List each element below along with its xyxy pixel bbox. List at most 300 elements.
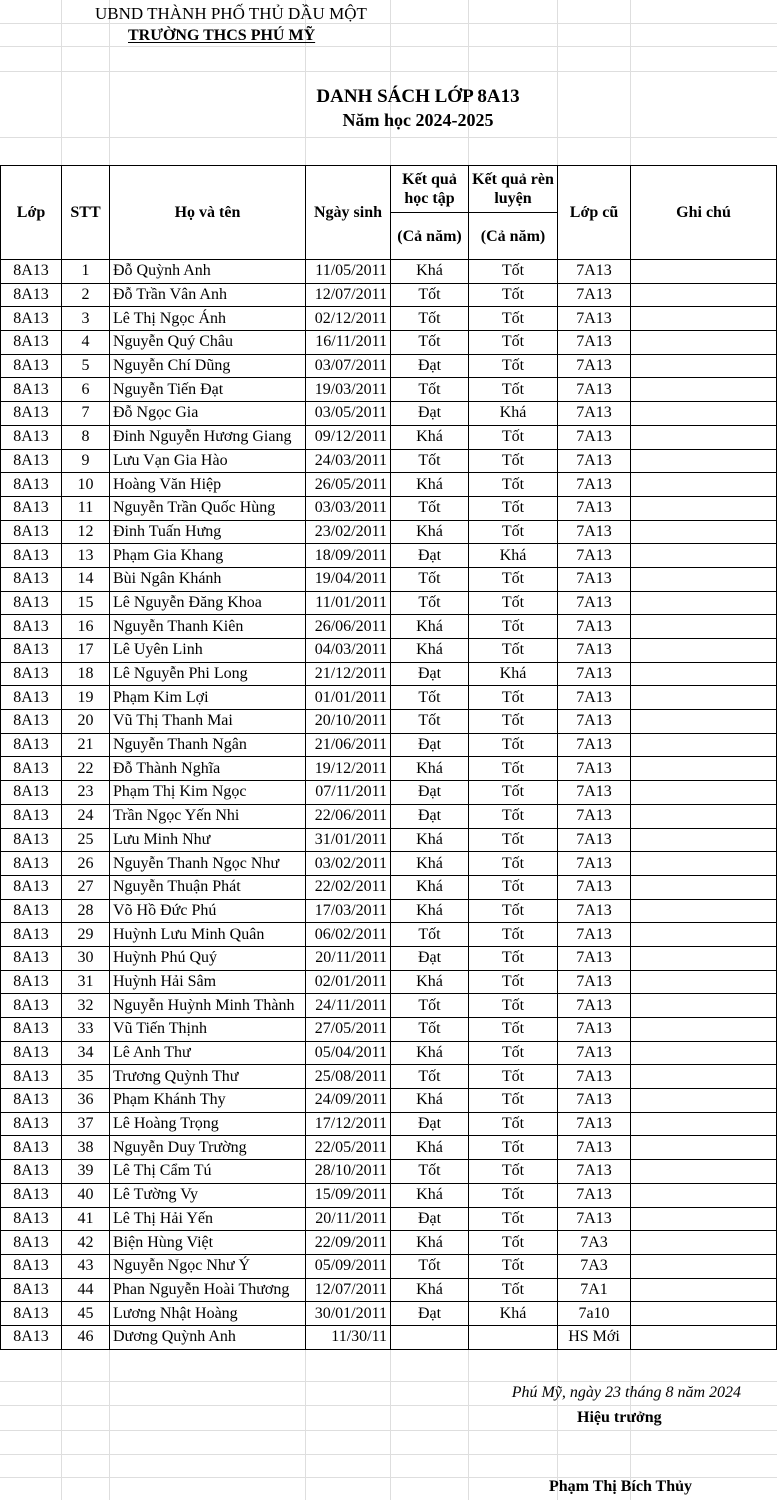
cell-ghi-chu xyxy=(631,567,777,591)
cell-lop-cu: 7A13 xyxy=(558,496,631,520)
cell-stt: 9 xyxy=(62,449,110,473)
table-row xyxy=(1,733,777,757)
table-row xyxy=(1,1018,777,1042)
cell-kq-hoc-tap: Đạt xyxy=(391,1112,469,1136)
cell-ho-ten: Lê Nguyễn Phi Long xyxy=(110,662,306,686)
cell-stt: 36 xyxy=(62,1089,110,1113)
cell-kq-ren-luyen: Tốt xyxy=(469,307,558,331)
cell-kq-ren-luyen: Tốt xyxy=(469,781,558,805)
cell-lop-cu: 7A13 xyxy=(558,425,631,449)
cell-ho-ten: Vũ Thị Thanh Mai xyxy=(110,710,306,734)
cell-kq-hoc-tap: Tốt xyxy=(391,567,469,591)
cell-kq-hoc-tap: Khá xyxy=(391,1278,469,1302)
cell-lop: 8A13 xyxy=(1,544,62,568)
cell-kq-ren-luyen: Tốt xyxy=(469,994,558,1018)
cell-lop-cu: 7A13 xyxy=(558,354,631,378)
cell-stt: 38 xyxy=(62,1136,110,1160)
cell-ghi-chu xyxy=(631,1065,777,1089)
cell-ho-ten: Nguyễn Ngọc Như Ý xyxy=(110,1254,306,1278)
cell-kq-ren-luyen: Khá xyxy=(469,1302,558,1326)
cell-ho-ten: Phạm Thị Kim Ngọc xyxy=(110,781,306,805)
cell-lop: 8A13 xyxy=(1,828,62,852)
cell-ngay-sinh: 21/06/2011 xyxy=(306,733,391,757)
cell-ghi-chu xyxy=(631,402,777,426)
cell-ho-ten: Nguyễn Tiến Đạt xyxy=(110,378,306,402)
cell-kq-hoc-tap: Khá xyxy=(391,899,469,923)
table-row xyxy=(1,1112,777,1136)
table-row xyxy=(1,425,777,449)
table-row xyxy=(1,496,777,520)
col-header-stt: STT xyxy=(62,166,110,260)
cell-kq-ren-luyen: Tốt xyxy=(469,1278,558,1302)
cell-ho-ten: Dương Quỳnh Anh xyxy=(110,1325,306,1349)
cell-kq-hoc-tap: Đạt xyxy=(391,946,469,970)
cell-kq-ren-luyen: Tốt xyxy=(469,710,558,734)
table-row xyxy=(1,899,777,923)
cell-kq-hoc-tap: Tốt xyxy=(391,994,469,1018)
cell-stt: 19 xyxy=(62,686,110,710)
cell-kq-hoc-tap: Khá xyxy=(391,875,469,899)
cell-lop: 8A13 xyxy=(1,899,62,923)
cell-ho-ten: Nguyễn Trần Quốc Hùng xyxy=(110,496,306,520)
table-row xyxy=(1,994,777,1018)
cell-kq-hoc-tap: Tốt xyxy=(391,378,469,402)
cell-ghi-chu xyxy=(631,378,777,402)
table-row xyxy=(1,1136,777,1160)
table-row xyxy=(1,970,777,994)
cell-ngay-sinh: 22/05/2011 xyxy=(306,1136,391,1160)
cell-stt: 8 xyxy=(62,425,110,449)
cell-ngay-sinh: 12/07/2011 xyxy=(306,283,391,307)
cell-kq-hoc-tap: Tốt xyxy=(391,449,469,473)
cell-ngay-sinh: 28/10/2011 xyxy=(306,1160,391,1184)
cell-stt: 44 xyxy=(62,1278,110,1302)
cell-kq-hoc-tap: Khá xyxy=(391,425,469,449)
cell-ghi-chu xyxy=(631,1207,777,1231)
cell-lop-cu: 7A13 xyxy=(558,1065,631,1089)
cell-stt: 35 xyxy=(62,1065,110,1089)
cell-ngay-sinh: 03/05/2011 xyxy=(306,402,391,426)
cell-lop-cu: 7A13 xyxy=(558,804,631,828)
cell-stt: 20 xyxy=(62,710,110,734)
cell-ngay-sinh: 19/12/2011 xyxy=(306,757,391,781)
table-row xyxy=(1,757,777,781)
cell-kq-ren-luyen: Tốt xyxy=(469,591,558,615)
cell-stt: 14 xyxy=(62,567,110,591)
cell-lop-cu: 7A13 xyxy=(558,283,631,307)
table-row xyxy=(1,875,777,899)
cell-kq-hoc-tap: Đạt xyxy=(391,1302,469,1326)
cell-ngay-sinh: 31/01/2011 xyxy=(306,828,391,852)
signature-position: Hiệu trưởng xyxy=(577,1409,662,1426)
cell-kq-hoc-tap: Đạt xyxy=(391,544,469,568)
cell-kq-ren-luyen: Tốt xyxy=(469,1254,558,1278)
cell-ghi-chu xyxy=(631,1278,777,1302)
cell-lop-cu: 7A13 xyxy=(558,1018,631,1042)
cell-kq-hoc-tap: Đạt xyxy=(391,733,469,757)
cell-kq-hoc-tap: Đạt xyxy=(391,402,469,426)
cell-lop-cu: 7A13 xyxy=(558,828,631,852)
cell-ghi-chu xyxy=(631,686,777,710)
cell-ghi-chu xyxy=(631,757,777,781)
cell-kq-hoc-tap: Khá xyxy=(391,852,469,876)
cell-ghi-chu xyxy=(631,1254,777,1278)
table-row xyxy=(1,710,777,734)
cell-ho-ten: Lê Thị Ngọc Ánh xyxy=(110,307,306,331)
cell-kq-hoc-tap: Tốt xyxy=(391,1160,469,1184)
cell-ngay-sinh: 03/03/2011 xyxy=(306,496,391,520)
cell-ho-ten: Vũ Tiến Thịnh xyxy=(110,1018,306,1042)
cell-lop: 8A13 xyxy=(1,710,62,734)
cell-kq-ren-luyen: Tốt xyxy=(469,946,558,970)
cell-ngay-sinh: 21/12/2011 xyxy=(306,662,391,686)
cell-ho-ten: Phạm Gia Khang xyxy=(110,544,306,568)
cell-ngay-sinh: 19/04/2011 xyxy=(306,567,391,591)
cell-lop-cu: 7A13 xyxy=(558,1112,631,1136)
cell-ghi-chu xyxy=(631,591,777,615)
cell-kq-ren-luyen: Tốt xyxy=(469,923,558,947)
cell-kq-ren-luyen: Tốt xyxy=(469,757,558,781)
cell-ngay-sinh: 02/12/2011 xyxy=(306,307,391,331)
cell-stt: 23 xyxy=(62,781,110,805)
table-row xyxy=(1,828,777,852)
cell-lop-cu: 7A13 xyxy=(558,520,631,544)
cell-ho-ten: Nguyễn Huỳnh Minh Thành xyxy=(110,994,306,1018)
cell-lop: 8A13 xyxy=(1,615,62,639)
cell-kq-ren-luyen: Tốt xyxy=(469,733,558,757)
cell-lop-cu: 7A13 xyxy=(558,260,631,284)
cell-ngay-sinh: 09/12/2011 xyxy=(306,425,391,449)
col-header-kq-ren-luyen: Kết quả rèn luyện xyxy=(469,166,558,213)
cell-lop: 8A13 xyxy=(1,639,62,663)
cell-ho-ten: Trần Ngọc Yến Nhi xyxy=(110,804,306,828)
cell-kq-hoc-tap: Tốt xyxy=(391,331,469,355)
cell-ho-ten: Đinh Nguyễn Hương Giang xyxy=(110,425,306,449)
cell-ngay-sinh: 01/01/2011 xyxy=(306,686,391,710)
cell-stt: 10 xyxy=(62,473,110,497)
cell-ghi-chu xyxy=(631,1018,777,1042)
document-title: DANH SÁCH LỚP 8A13 xyxy=(316,86,520,107)
cell-ngay-sinh: 27/05/2011 xyxy=(306,1018,391,1042)
cell-ghi-chu xyxy=(631,1041,777,1065)
cell-kq-ren-luyen: Tốt xyxy=(469,1136,558,1160)
cell-ho-ten: Đỗ Quỳnh Anh xyxy=(110,260,306,284)
cell-kq-ren-luyen: Khá xyxy=(469,402,558,426)
cell-ngay-sinh: 02/01/2011 xyxy=(306,970,391,994)
cell-ghi-chu xyxy=(631,970,777,994)
cell-lop-cu: 7A13 xyxy=(558,875,631,899)
cell-stt: 6 xyxy=(62,378,110,402)
cell-stt: 21 xyxy=(62,733,110,757)
cell-ho-ten: Lê Thị Hải Yến xyxy=(110,1207,306,1231)
cell-stt: 2 xyxy=(62,283,110,307)
cell-lop: 8A13 xyxy=(1,1183,62,1207)
cell-lop-cu: 7A13 xyxy=(558,1183,631,1207)
cell-lop-cu: 7A13 xyxy=(558,710,631,734)
table-row xyxy=(1,260,777,284)
cell-lop: 8A13 xyxy=(1,425,62,449)
table-row xyxy=(1,307,777,331)
cell-kq-hoc-tap: Khá xyxy=(391,520,469,544)
table-row xyxy=(1,331,777,355)
cell-kq-ren-luyen: Tốt xyxy=(469,567,558,591)
cell-lop: 8A13 xyxy=(1,449,62,473)
cell-lop-cu: 7A13 xyxy=(558,402,631,426)
cell-kq-hoc-tap: Tốt xyxy=(391,283,469,307)
cell-ho-ten: Bùi Ngân Khánh xyxy=(110,567,306,591)
table-row xyxy=(1,1041,777,1065)
cell-kq-ren-luyen: Tốt xyxy=(469,449,558,473)
table-row xyxy=(1,615,777,639)
cell-lop: 8A13 xyxy=(1,970,62,994)
cell-ghi-chu xyxy=(631,615,777,639)
cell-ngay-sinh: 22/02/2011 xyxy=(306,875,391,899)
cell-ho-ten: Nguyễn Thuận Phát xyxy=(110,875,306,899)
cell-kq-ren-luyen: Tốt xyxy=(469,283,558,307)
cell-stt: 41 xyxy=(62,1207,110,1231)
cell-kq-ren-luyen: Tốt xyxy=(469,260,558,284)
cell-lop: 8A13 xyxy=(1,1254,62,1278)
table-row xyxy=(1,520,777,544)
cell-lop: 8A13 xyxy=(1,1325,62,1349)
cell-lop: 8A13 xyxy=(1,757,62,781)
cell-stt: 16 xyxy=(62,615,110,639)
cell-stt: 34 xyxy=(62,1041,110,1065)
cell-stt: 22 xyxy=(62,757,110,781)
cell-lop: 8A13 xyxy=(1,804,62,828)
cell-kq-ren-luyen: Tốt xyxy=(469,804,558,828)
cell-lop-cu: 7A13 xyxy=(558,899,631,923)
cell-stt: 1 xyxy=(62,260,110,284)
cell-stt: 18 xyxy=(62,662,110,686)
cell-ngay-sinh: 26/06/2011 xyxy=(306,615,391,639)
cell-kq-ren-luyen: Tốt xyxy=(469,639,558,663)
cell-ho-ten: Lê Thị Cẩm Tú xyxy=(110,1160,306,1184)
cell-ngay-sinh: 25/08/2011 xyxy=(306,1065,391,1089)
cell-kq-ren-luyen: Tốt xyxy=(469,1231,558,1255)
cell-kq-ren-luyen: Tốt xyxy=(469,496,558,520)
cell-ghi-chu xyxy=(631,1325,777,1349)
cell-kq-ren-luyen: Tốt xyxy=(469,828,558,852)
cell-kq-hoc-tap: Khá xyxy=(391,1183,469,1207)
cell-kq-hoc-tap: Tốt xyxy=(391,923,469,947)
cell-kq-hoc-tap: Khá xyxy=(391,473,469,497)
table-row xyxy=(1,946,777,970)
cell-lop: 8A13 xyxy=(1,307,62,331)
cell-kq-ren-luyen: Khá xyxy=(469,662,558,686)
cell-lop: 8A13 xyxy=(1,1231,62,1255)
cell-kq-ren-luyen: Tốt xyxy=(469,1207,558,1231)
cell-lop: 8A13 xyxy=(1,662,62,686)
cell-kq-ren-luyen xyxy=(469,1325,558,1349)
cell-ho-ten: Đỗ Thành Nghĩa xyxy=(110,757,306,781)
cell-kq-hoc-tap: Tốt xyxy=(391,496,469,520)
table-row xyxy=(1,449,777,473)
cell-stt: 32 xyxy=(62,994,110,1018)
cell-ngay-sinh: 17/12/2011 xyxy=(306,1112,391,1136)
cell-ngay-sinh: 24/11/2011 xyxy=(306,994,391,1018)
table-row xyxy=(1,804,777,828)
col-subheader-ca-nam: (Cả năm) xyxy=(469,213,558,260)
cell-lop-cu: 7A1 xyxy=(558,1278,631,1302)
cell-lop-cu: 7A3 xyxy=(558,1254,631,1278)
table-row xyxy=(1,473,777,497)
table-row xyxy=(1,781,777,805)
cell-lop: 8A13 xyxy=(1,875,62,899)
table-row xyxy=(1,567,777,591)
table-row xyxy=(1,283,777,307)
cell-lop: 8A13 xyxy=(1,1065,62,1089)
cell-kq-hoc-tap: Tốt xyxy=(391,1254,469,1278)
student-list-table xyxy=(0,165,777,1350)
cell-ho-ten: Lưu Vạn Gia Hào xyxy=(110,449,306,473)
cell-kq-hoc-tap: Khá xyxy=(391,1089,469,1113)
cell-ngay-sinh: 15/09/2011 xyxy=(306,1183,391,1207)
cell-lop: 8A13 xyxy=(1,1089,62,1113)
cell-kq-ren-luyen: Tốt xyxy=(469,899,558,923)
col-header-lop: Lớp xyxy=(1,166,62,260)
cell-ngay-sinh: 20/11/2011 xyxy=(306,946,391,970)
cell-ho-ten: Nguyễn Quý Châu xyxy=(110,331,306,355)
cell-stt: 4 xyxy=(62,331,110,355)
cell-kq-hoc-tap: Đạt xyxy=(391,354,469,378)
cell-ghi-chu xyxy=(631,283,777,307)
cell-kq-ren-luyen: Tốt xyxy=(469,1041,558,1065)
cell-lop-cu: 7A13 xyxy=(558,567,631,591)
cell-stt: 40 xyxy=(62,1183,110,1207)
cell-ghi-chu xyxy=(631,733,777,757)
cell-lop: 8A13 xyxy=(1,354,62,378)
cell-ngay-sinh: 04/03/2011 xyxy=(306,639,391,663)
cell-stt: 15 xyxy=(62,591,110,615)
cell-kq-hoc-tap: Tốt xyxy=(391,591,469,615)
cell-kq-hoc-tap: Khá xyxy=(391,639,469,663)
table-row xyxy=(1,354,777,378)
cell-ho-ten: Lê Nguyễn Đăng Khoa xyxy=(110,591,306,615)
table-row xyxy=(1,1254,777,1278)
cell-kq-ren-luyen: Tốt xyxy=(469,378,558,402)
cell-lop-cu: 7A13 xyxy=(558,923,631,947)
cell-ho-ten: Phạm Kim Lợi xyxy=(110,686,306,710)
cell-ngay-sinh: 03/02/2011 xyxy=(306,852,391,876)
cell-ngay-sinh: 11/30/11 xyxy=(306,1325,391,1349)
cell-ngay-sinh: 24/09/2011 xyxy=(306,1089,391,1113)
cell-ghi-chu xyxy=(631,496,777,520)
cell-stt: 11 xyxy=(62,496,110,520)
cell-lop: 8A13 xyxy=(1,283,62,307)
cell-ho-ten: Lê Anh Thư xyxy=(110,1041,306,1065)
cell-lop-cu: 7A13 xyxy=(558,970,631,994)
cell-stt: 31 xyxy=(62,970,110,994)
cell-stt: 25 xyxy=(62,828,110,852)
cell-ho-ten: Huỳnh Lưu Minh Quân xyxy=(110,923,306,947)
table-row xyxy=(1,1302,777,1326)
signature-name: Phạm Thị Bích Thủy xyxy=(549,1478,693,1495)
cell-ho-ten: Đỗ Trần Vân Anh xyxy=(110,283,306,307)
cell-lop: 8A13 xyxy=(1,591,62,615)
cell-ghi-chu xyxy=(631,804,777,828)
school-year: Năm học 2024-2025 xyxy=(342,110,494,130)
cell-ghi-chu xyxy=(631,1183,777,1207)
table-row xyxy=(1,662,777,686)
school-heading xyxy=(128,27,315,45)
table-row xyxy=(1,639,777,663)
cell-lop: 8A13 xyxy=(1,331,62,355)
cell-kq-ren-luyen: Tốt xyxy=(469,1089,558,1113)
cell-ngay-sinh: 03/07/2011 xyxy=(306,354,391,378)
cell-stt: 13 xyxy=(62,544,110,568)
cell-kq-ren-luyen: Khá xyxy=(469,544,558,568)
cell-kq-ren-luyen: Tốt xyxy=(469,1112,558,1136)
cell-lop-cu: 7A13 xyxy=(558,544,631,568)
cell-kq-hoc-tap: Khá xyxy=(391,260,469,284)
cell-kq-ren-luyen: Tốt xyxy=(469,354,558,378)
cell-kq-hoc-tap: Tốt xyxy=(391,710,469,734)
cell-ghi-chu xyxy=(631,1160,777,1184)
cell-lop-cu: 7A13 xyxy=(558,591,631,615)
cell-stt: 30 xyxy=(62,946,110,970)
table-row xyxy=(1,923,777,947)
cell-ghi-chu xyxy=(631,946,777,970)
cell-lop: 8A13 xyxy=(1,496,62,520)
cell-ngay-sinh: 23/02/2011 xyxy=(306,520,391,544)
cell-lop: 8A13 xyxy=(1,402,62,426)
cell-stt: 17 xyxy=(62,639,110,663)
cell-stt: 28 xyxy=(62,899,110,923)
cell-kq-hoc-tap: Khá xyxy=(391,1136,469,1160)
cell-ghi-chu xyxy=(631,662,777,686)
cell-ngay-sinh: 11/01/2011 xyxy=(306,591,391,615)
cell-lop-cu: 7A13 xyxy=(558,1041,631,1065)
cell-kq-hoc-tap: Tốt xyxy=(391,307,469,331)
table-row xyxy=(1,1160,777,1184)
cell-kq-hoc-tap: Khá xyxy=(391,1231,469,1255)
cell-kq-ren-luyen: Tốt xyxy=(469,615,558,639)
cell-stt: 7 xyxy=(62,402,110,426)
cell-lop-cu: 7A13 xyxy=(558,781,631,805)
cell-lop: 8A13 xyxy=(1,1136,62,1160)
cell-ngay-sinh: 24/03/2011 xyxy=(306,449,391,473)
cell-lop: 8A13 xyxy=(1,260,62,284)
cell-ho-ten: Đỗ Ngọc Gia xyxy=(110,402,306,426)
cell-ghi-chu xyxy=(631,852,777,876)
cell-ho-ten: Lê Uyên Linh xyxy=(110,639,306,663)
cell-ngay-sinh: 22/09/2011 xyxy=(306,1231,391,1255)
cell-ho-ten: Đinh Tuấn Hưng xyxy=(110,520,306,544)
cell-lop-cu: 7A13 xyxy=(558,307,631,331)
cell-ghi-chu xyxy=(631,1112,777,1136)
cell-lop: 8A13 xyxy=(1,686,62,710)
cell-kq-ren-luyen: Tốt xyxy=(469,520,558,544)
cell-kq-ren-luyen: Tốt xyxy=(469,425,558,449)
table-row xyxy=(1,1065,777,1089)
cell-ngay-sinh: 18/09/2011 xyxy=(306,544,391,568)
cell-lop-cu: 7A13 xyxy=(558,1160,631,1184)
cell-ngay-sinh: 06/02/2011 xyxy=(306,923,391,947)
cell-ghi-chu xyxy=(631,1231,777,1255)
cell-kq-hoc-tap xyxy=(391,1325,469,1349)
cell-ho-ten: Huỳnh Hải Sâm xyxy=(110,970,306,994)
cell-ghi-chu xyxy=(631,354,777,378)
cell-kq-ren-luyen: Tốt xyxy=(469,331,558,355)
cell-ngay-sinh: 19/03/2011 xyxy=(306,378,391,402)
col-subheader-ca-nam: (Cả năm) xyxy=(391,213,469,260)
cell-lop-cu: 7A13 xyxy=(558,449,631,473)
cell-kq-hoc-tap: Khá xyxy=(391,757,469,781)
cell-ho-ten: Huỳnh Phú Quý xyxy=(110,946,306,970)
cell-ngay-sinh: 22/06/2011 xyxy=(306,804,391,828)
cell-ghi-chu xyxy=(631,994,777,1018)
